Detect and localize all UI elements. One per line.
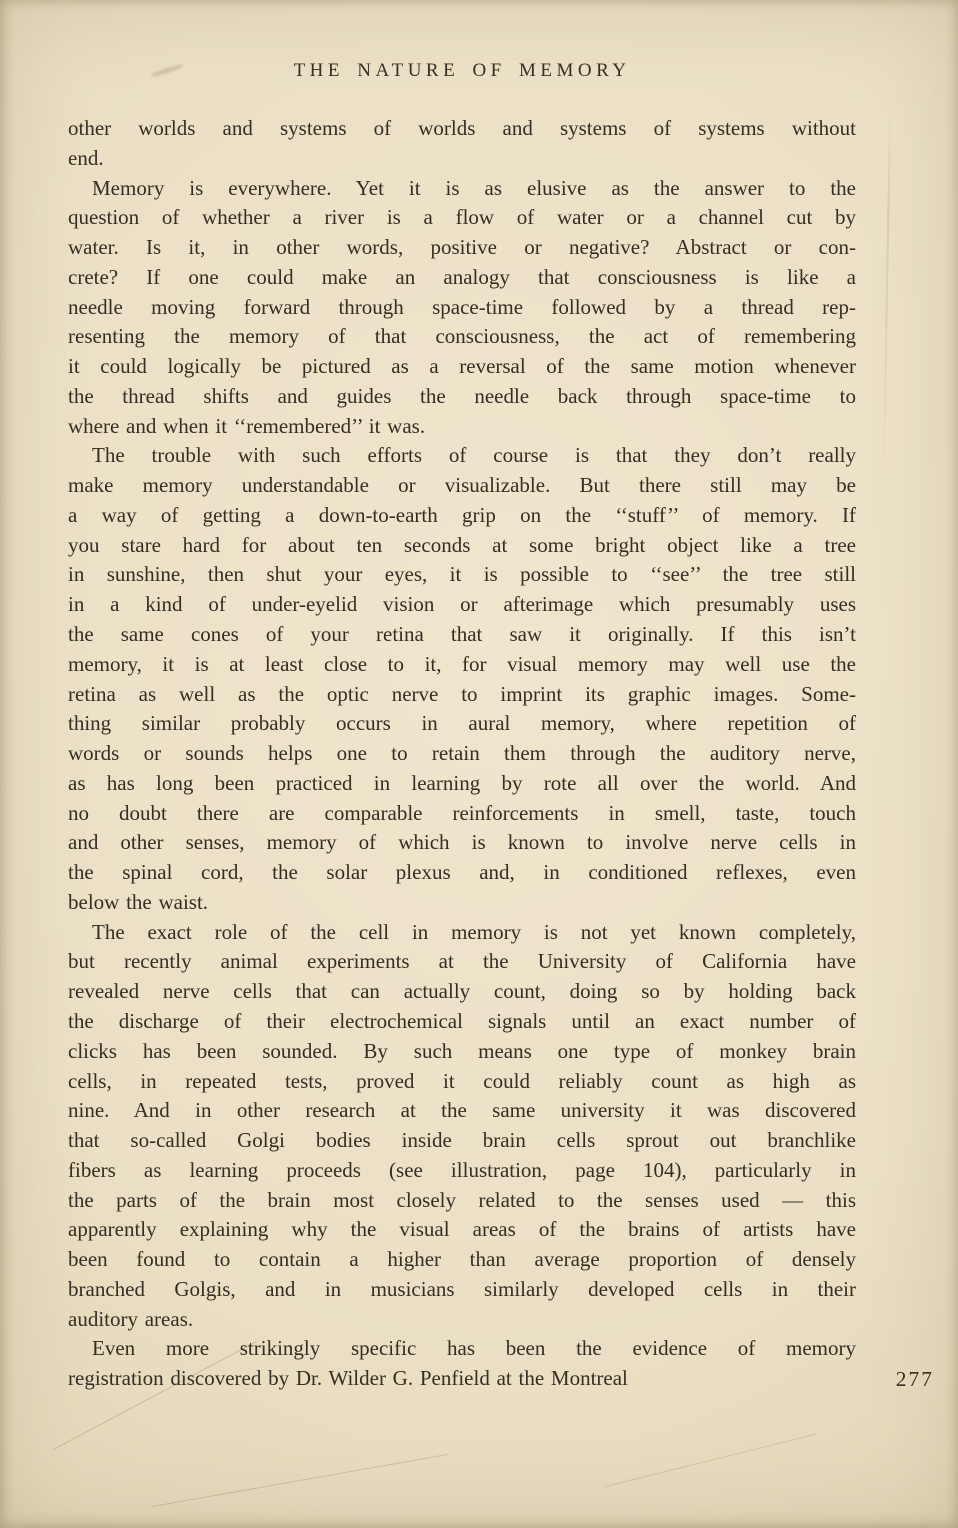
text-line: that so-called Golgi bodies inside brain cells sprout out branchlike	[68, 1128, 856, 1153]
text-line: below the waist.	[68, 889, 209, 914]
running-header: THE NATURE OF MEMORY	[293, 60, 631, 81]
paragraph	[68, 918, 856, 1335]
text-line: needle moving forward through space-time followed by a thread rep-	[68, 294, 856, 319]
text-line: as has long been practiced in learning by rote all over the world. And	[68, 770, 856, 795]
text-line: no doubt there are comparable reinforcements in smell, taste, touch	[68, 800, 856, 825]
scan-artifact	[603, 1433, 817, 1487]
text-line: it could logically be pictured as a reversal of the same motion whenever	[68, 354, 856, 379]
text-line: thing similar probably occurs in aural memory, where repetition of	[68, 711, 856, 736]
body-text	[68, 114, 856, 1394]
text-line: retina as well as the optic nerve to imprint its graphic images. Some-	[68, 681, 856, 706]
text-line: you stare hard for about ten seconds at some bright object like a tree	[68, 532, 856, 557]
text-line: crete? If one could make an analogy that consciousness is like a	[68, 264, 856, 289]
text-line: fibers as learning proceeds (see illustration, page 104), particularly in	[68, 1157, 856, 1182]
text-line: the thread shifts and guides the needle back through space-time to	[68, 383, 856, 408]
text-line: branched Golgis, and in musicians similarly developed cells in their	[68, 1276, 856, 1301]
text-line: water. Is it, in other words, positive or negative? Abstract or con-	[68, 235, 856, 260]
text-line: resenting the memory of that consciousness, the act of remembering	[68, 324, 856, 349]
text-line: the spinal cord, the solar plexus and, in conditioned reflexes, even	[68, 860, 856, 885]
paragraph	[68, 441, 856, 917]
text-line: and other senses, memory of which is known to involve nerve cells in	[68, 830, 856, 855]
scan-artifact	[152, 1454, 448, 1507]
scan-artifact	[883, 100, 892, 480]
text-line: registration discovered by Dr. Wilder G. Penfield at the Montreal	[68, 1366, 628, 1391]
text-line: the parts of the brain most closely related to the senses used — this	[68, 1187, 856, 1212]
page-number: 277	[895, 1367, 934, 1391]
text-line: memory, it is at least close to it, for visual memory may well use the	[68, 651, 856, 676]
text-line: where and when it ‘‘remembered’’ it was.	[68, 413, 426, 438]
text-line: question of whether a river is a flow of water or a channel cut by	[68, 205, 856, 230]
text-line: the discharge of their electrochemical signals until an exact number of	[68, 1008, 856, 1033]
paragraph	[68, 114, 856, 174]
text-line: but recently animal experiments at the University of California have	[68, 949, 856, 974]
text-line: revealed nerve cells that can actually count, doing so by holding back	[68, 979, 856, 1004]
text-line: cells, in repeated tests, proved it could reliably count as high as	[68, 1068, 856, 1093]
text-line: make memory understandable or visualizable. But there still may be	[68, 473, 856, 498]
paragraph	[68, 1334, 856, 1394]
text-line: The trouble with such efforts of course is that they don’t really	[92, 443, 856, 468]
text-line: end.	[68, 145, 104, 170]
text-line: apparently explaining why the visual areas of the brains of artists have	[68, 1217, 856, 1242]
text-line: other worlds and systems of worlds and systems of systems without	[68, 116, 856, 140]
text-line: auditory areas.	[68, 1306, 194, 1331]
text-line: in a kind of under-eyelid vision or afterimage which presumably uses	[68, 592, 856, 617]
text-line: a way of getting a down-to-earth grip on the ‘‘stuff’’ of memory. If	[68, 502, 856, 527]
text-line: nine. And in other research at the same university it was discovered	[68, 1098, 856, 1123]
text-line: in sunshine, then shut your eyes, it is possible to ‘‘see’’ the tree still	[68, 562, 856, 587]
text-line: words or sounds helps one to retain them through the auditory nerve,	[68, 741, 856, 766]
text-line: Even more strikingly specific has been the evidence of memory	[92, 1336, 856, 1361]
text-line: the same cones of your retina that saw it originally. If this isn’t	[68, 622, 856, 647]
text-line: Memory is everywhere. Yet it is as elusive as the answer to the	[92, 175, 856, 200]
text-line: clicks has been sounded. By such means one type of monkey brain	[68, 1038, 856, 1063]
paragraph	[68, 174, 856, 442]
text-line: been found to contain a higher than average proportion of densely	[68, 1247, 856, 1272]
text-line: The exact role of the cell in memory is not yet known completely,	[92, 919, 856, 944]
